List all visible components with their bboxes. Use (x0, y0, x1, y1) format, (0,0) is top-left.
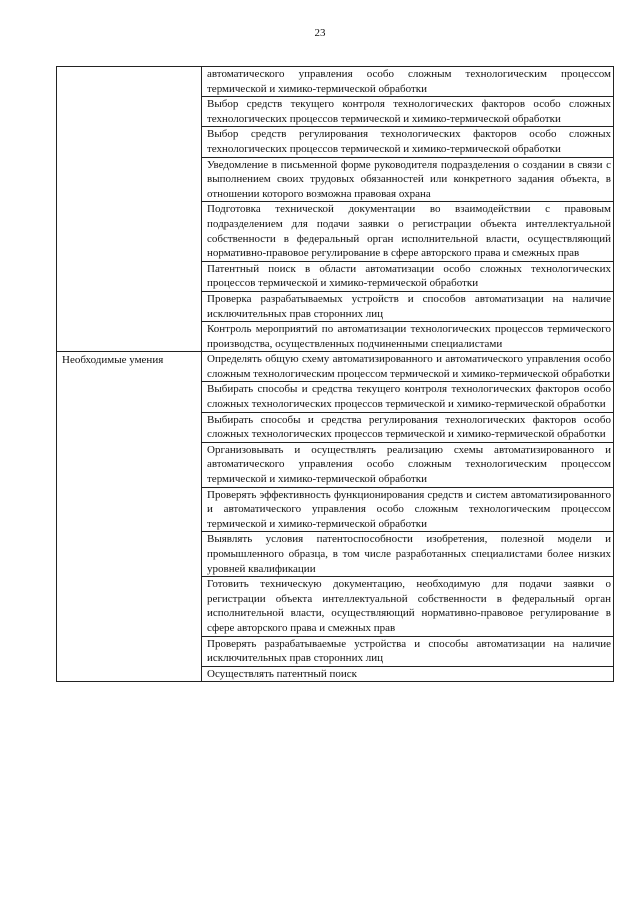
table-cell: Проверять разрабатываемые устройства и способы автоматизации на наличие исключительных прав сторонних лиц (202, 636, 614, 666)
table-cell: автоматического управления особо сложным технологическим процессом термической и химико-термической обработки (202, 67, 614, 97)
table-cell: Выбор средств регулирования технологических факторов особо сложных технологических процессов термической и химико-термической обработки (202, 127, 614, 157)
section-label-cell (57, 67, 202, 352)
table-cell: Выявлять условия патентоспособности изобретения, полезной модели и промышленного образца, в том числе разработанных специалистами более низких уровней квалификации (202, 532, 614, 577)
section-label: Необходимые умения (62, 354, 164, 367)
section-label-cell (57, 352, 202, 682)
table-cell: Организовывать и осуществлять реализацию схемы автоматизированного и автоматического управления особо сложным технологическим процессом термической и химико-термической обработки (202, 442, 614, 487)
table-cell: Проверка разрабатываемых устройств и способов автоматизации на наличие исключительных прав сторонних лиц (202, 291, 614, 321)
table-cell: Контроль мероприятий по автоматизации технологических процессов термического производства, осуществленных подчиненными специалистами (202, 322, 614, 352)
table-cell: Выбирать способы и средства текущего контроля технологических факторов особо сложных технологических процессов термической и химико-термической обработки (202, 382, 614, 412)
table-row (57, 352, 614, 382)
table-cell: Определять общую схему автоматизированного и автоматического управления особо сложным технологическим процессом термической и химико-термической обработки (202, 352, 614, 382)
requirements-table (56, 66, 614, 682)
table-cell: Выбирать способы и средства регулирования технологических факторов особо сложных технологических процессов термической и химико-термической обработки (202, 412, 614, 442)
table-cell: Готовить техническую документацию, необходимую для подачи заявки о регистрации объекта интеллектуальной собственности в федеральный орган исполнительной власти, осуществляющий нормативно-правовое регулирование в сфере авторского права и смежных прав (202, 577, 614, 636)
page-number: 23 (314, 27, 326, 39)
table-cell: Подготовка технической документации во взаимодействии с правовым подразделением для подачи заявки о регистрации объекта интеллектуальной собственности в федеральный орган исполнительной власти, осуществляющий нормативно-правовое регулирование в сфере авторского права и смежных прав (202, 202, 614, 261)
table-cell: Проверять эффективность функционирования средств и систем автоматизированного и автоматического управления особо сложным технологическим процессом термической и химико-термической обработки (202, 487, 614, 532)
table-cell: Осуществлять патентный поиск (202, 666, 614, 682)
table-cell: Выбор средств текущего контроля технологических факторов особо сложных технологических процессов термической и химико-термической обработки (202, 97, 614, 127)
table-cell: Уведомление в письменной форме руководителя подразделения о создании в связи с выполнением своих трудовых обязанностей или конкретного задания объекта, в отношении которого возможна правовая охрана (202, 157, 614, 202)
table-cell: Патентный поиск в области автоматизации особо сложных технологических процессов термической и химико-термической обработки (202, 261, 614, 291)
table-row (57, 67, 614, 97)
section-label (62, 67, 199, 68)
